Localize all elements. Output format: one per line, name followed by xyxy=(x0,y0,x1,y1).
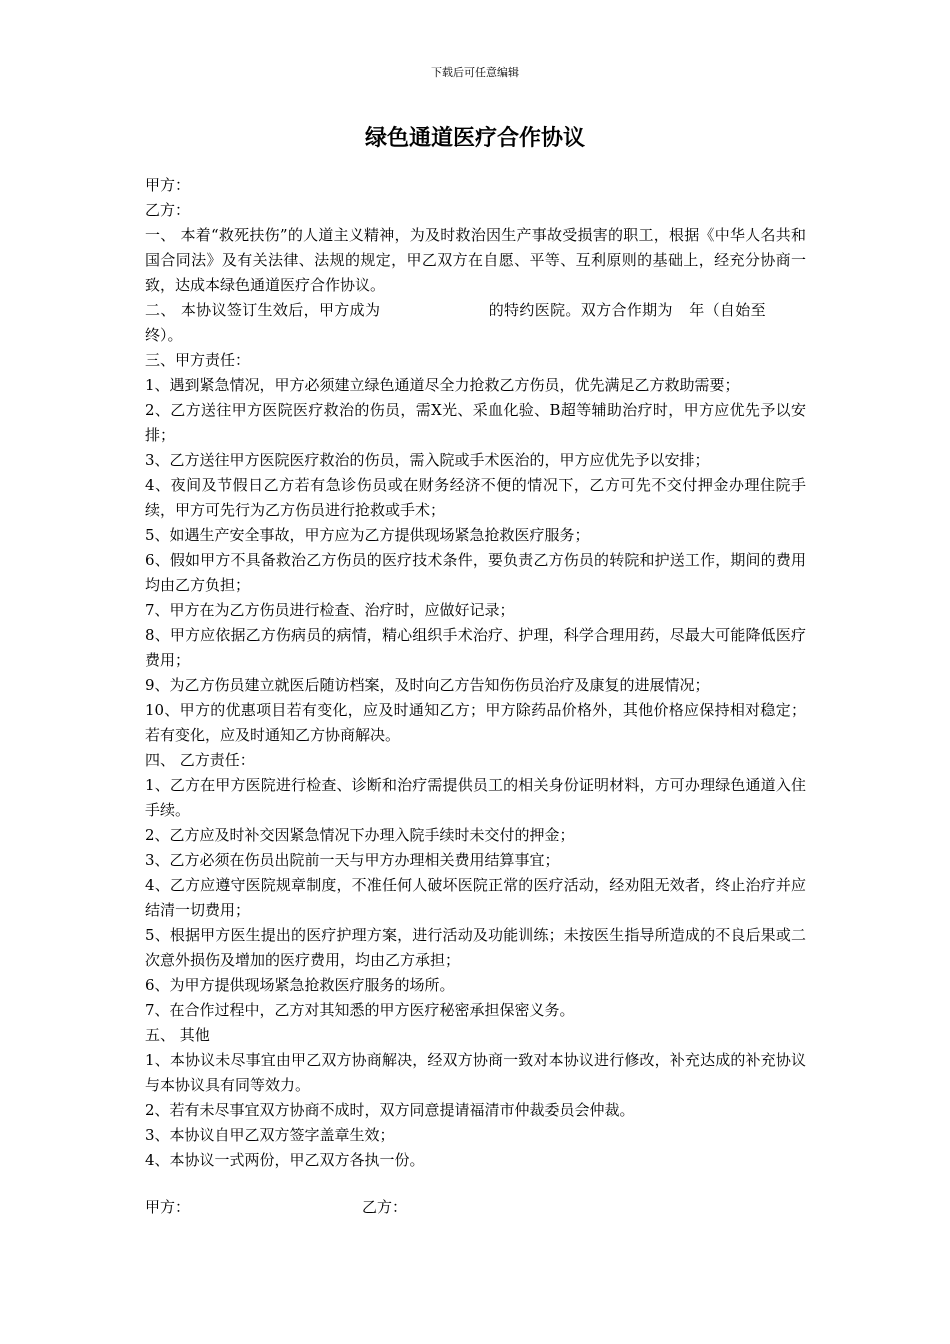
article-3-item: 10、甲方的优惠项目若有变化，应及时通知乙方；甲方除药品价格外，其他价格应保持相对稳定；若有变化，应及时通知乙方协商解决。 xyxy=(145,701,806,744)
agreement-body xyxy=(145,173,806,1173)
party-b-line: 乙方： xyxy=(145,201,191,219)
article-3-item: 8、甲方应依据乙方伤病员的病情，精心组织手术治疗、护理，科学合理用药，尽最大可能降低医疗费用； xyxy=(145,626,806,669)
article-2-part-2: 的特约医院。双方合作期为 xyxy=(488,301,673,319)
signature-party-a: 甲方： xyxy=(145,1198,191,1216)
signature-party-b: 乙方： xyxy=(362,1198,408,1216)
article-3-item: 5、如遇生产安全事故，甲方应为乙方提供现场紧急抢救医疗服务； xyxy=(145,526,590,544)
document-title: 绿色通道医疗合作协议 xyxy=(364,125,585,151)
article-5-item: 3、本协议自甲乙双方签字盖章生效； xyxy=(145,1126,395,1144)
article-4-item: 4、乙方应遵守医院规章制度，不准任何人破坏医院正常的医疗活动，经劝阻无效者，终止治疗并应结清一切费用； xyxy=(145,876,806,919)
article-2-part-1: 二、 本协议签订生效后，甲方成为 xyxy=(145,301,381,319)
article-5-heading: 五、 其他 xyxy=(145,1026,210,1044)
article-4-item: 2、乙方应及时补交因紧急情况下办理入院手续时未交付的押金； xyxy=(145,826,575,844)
article-4-item: 5、根据甲方医生提出的医疗护理方案，进行活动及功能训练；未按医生指导所造成的不良后果或二次意外损伤及增加的医疗费用，均由乙方承担； xyxy=(145,926,806,969)
article-3-item: 6、假如甲方不具备救治乙方伤员的医疗技术条件，要负责乙方伤员的转院和护送工作，期间的费用均由乙方负担； xyxy=(145,551,806,594)
header-note: 下载后可任意编辑 xyxy=(431,66,519,79)
article-1: 一、 本着“救死扶伤”的人道主义精神，为及时救治因生产事故受损害的职工，根据《中华人名共和国合同法》及有关法律、法规的规定，甲乙双方在自愿、平等、互利原则的基础上，经充分协商一致，达成本绿色通道医疗合作协议。 xyxy=(145,226,806,294)
article-5-item: 1、本协议未尽事宜由甲乙双方协商解决，经双方协商一致对本协议进行修改，补充达成的补充协议与本协议具有同等效力。 xyxy=(145,1051,806,1094)
article-2-part-3: 年（自始至 xyxy=(688,301,766,319)
article-3-item: 7、甲方在为乙方伤员进行检查、治疗时，应做好记录； xyxy=(145,601,515,619)
article-4-item: 3、乙方必须在伤员出院前一天与甲方办理相关费用结算事宜； xyxy=(145,851,560,869)
article-4-heading: 四、 乙方责任： xyxy=(145,751,255,769)
article-3-item: 1、遇到紧急情况，甲方必须建立绿色通道尽全力抢救乙方伤员，优先满足乙方救助需要； xyxy=(145,376,740,394)
article-3-item: 9、为乙方伤员建立就医后随访档案，及时向乙方告知伤伤员治疗及康复的进展情况； xyxy=(145,676,710,694)
article-3-item: 4、夜间及节假日乙方若有急诊伤员或在财务经济不便的情况下，乙方可先不交付押金办理住院手续，甲方可先行为乙方伤员进行抢救或手术； xyxy=(145,476,806,519)
party-a-line: 甲方： xyxy=(145,176,191,194)
article-4-item: 7、在合作过程中，乙方对其知悉的甲方医疗秘密承担保密义务。 xyxy=(145,1001,575,1019)
article-3-item: 2、乙方送往甲方医院医疗救治的伤员，需X光、采血化验、B超等辅助治疗时，甲方应优先予以安排； xyxy=(145,401,806,444)
article-4-item: 6、为甲方提供现场紧急抢救医疗服务的场所。 xyxy=(145,976,455,994)
article-5-item: 4、本协议一式两份，甲乙双方各执一份。 xyxy=(145,1151,425,1169)
article-3-item: 3、乙方送往甲方医院医疗救治的伤员，需入院或手术医治的，甲方应优先予以安排； xyxy=(145,451,710,469)
article-5-item: 2、若有未尽事宜双方协商不成时，双方同意提请福清市仲裁委员会仲裁。 xyxy=(145,1101,635,1119)
article-4-item: 1、乙方在甲方医院进行检查、诊断和治疗需提供员工的相关身份证明材料，方可办理绿色通道入住手续。 xyxy=(145,776,806,819)
article-3-heading: 三、甲方责任： xyxy=(145,351,251,369)
article-2-part-4: 终）。 xyxy=(145,326,183,344)
article-2 xyxy=(145,298,806,348)
